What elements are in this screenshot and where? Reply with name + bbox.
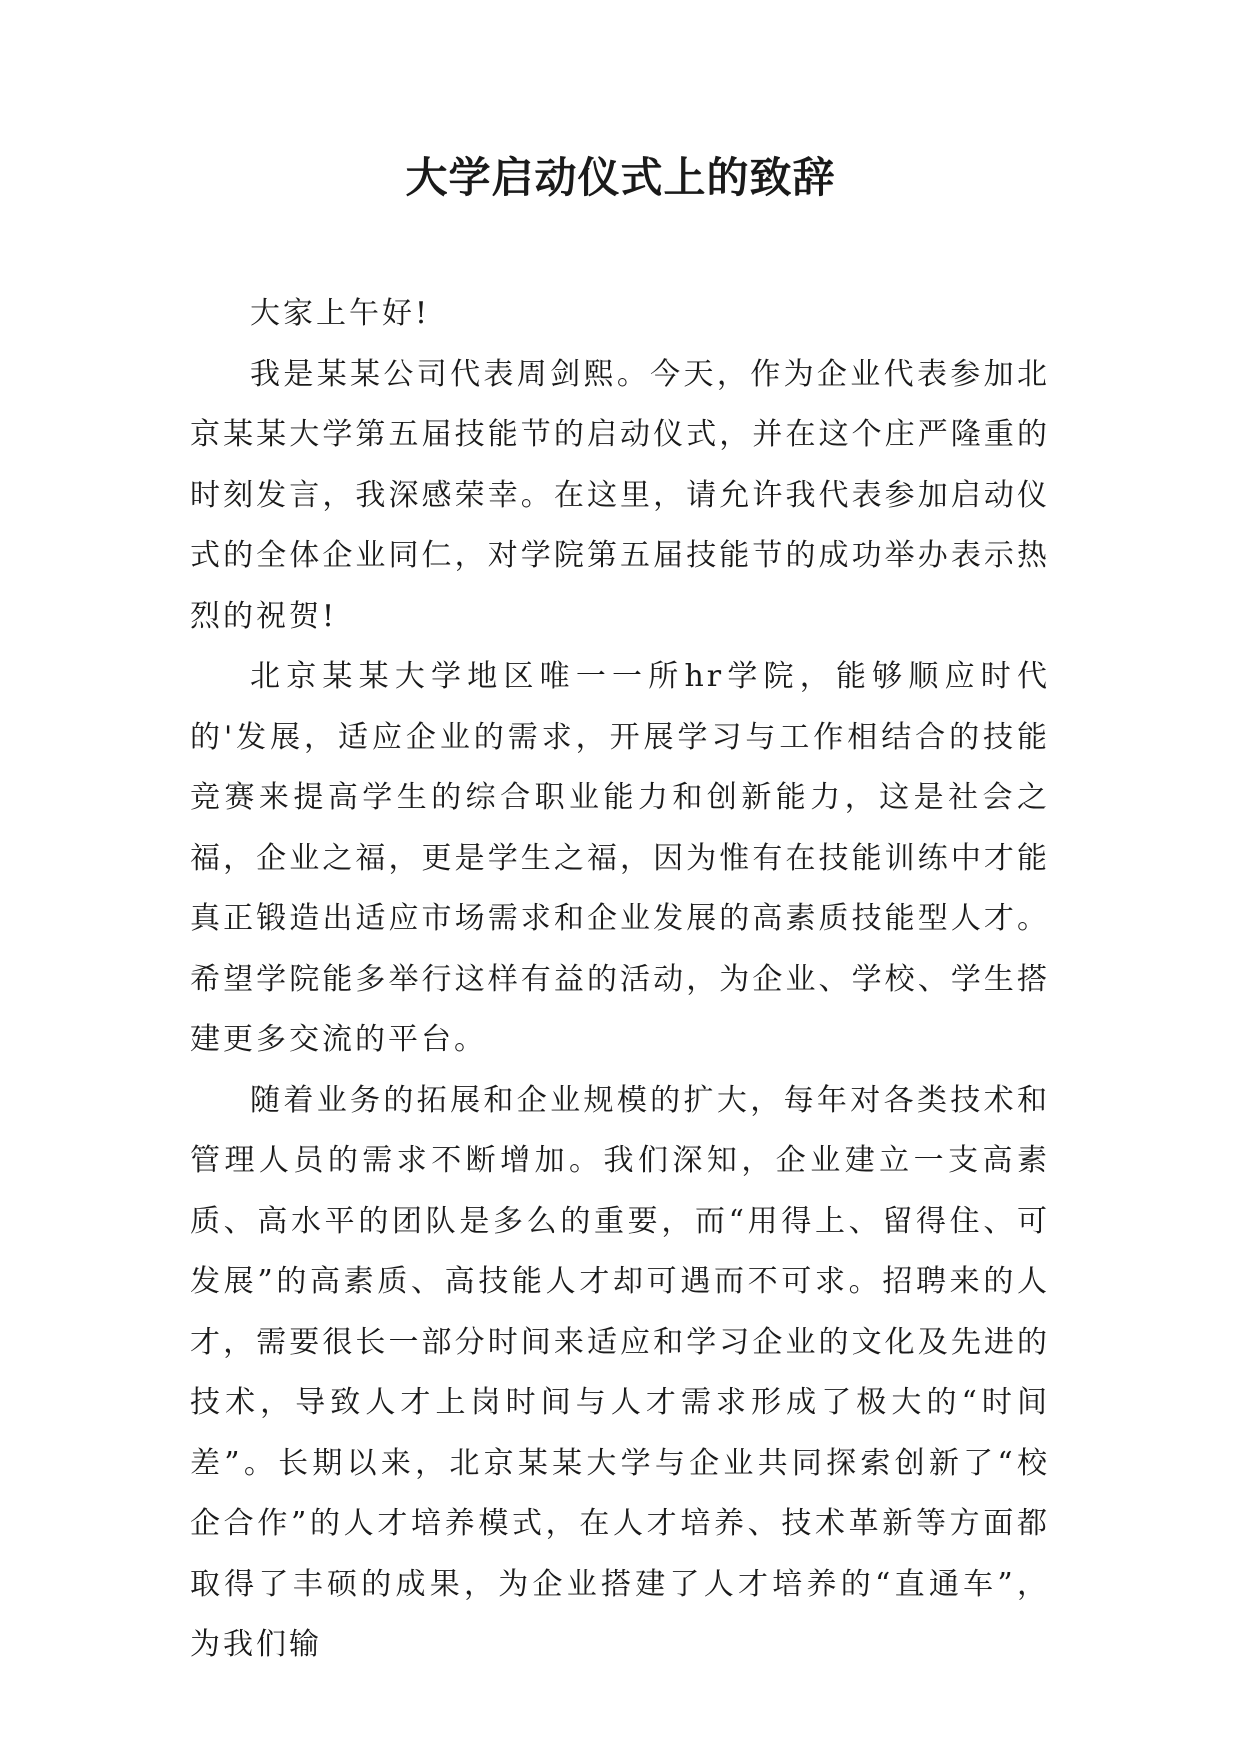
paragraph-talent-needs: 随着业务的拓展和企业规模的扩大，每年对各类技术和管理人员的需求不断增加。我们深知，企业建立一支高素质、高水平的团队是多么的重要，而“用得上、留得住、可发展”的高素质、高技能人才却可遇而不可求。招聘来的人才，需要很长一部分时间来适应和学习企业的文化及先进的技术，导致人才上岗时间与人才需求形成了极大的“时间差”。长期以来，北京某某大学与企业共同探索创新了“校企合作”的人才培养模式，在人才培养、技术革新等方面都取得了丰硕的成果，为企业搭建了人才培养的“直通车”，为我们输 <box>190 1082 1050 1662</box>
document-title: 大学启动仪式上的致辞 <box>405 153 836 202</box>
document-body <box>190 284 1050 1676</box>
paragraph-greeting: 大家上午好! <box>250 296 431 331</box>
paragraph-university-praise: 北京某某大学地区唯一一所hr学院，能够顺应时代的'发展，适应企业的需求，开展学习与工作相结合的技能竞赛来提高学生的综合职业能力和创新能力，这是社会之福，企业之福，更是学生之福，因为惟有在技能训练中才能真正锻造出适应市场需求和企业发展的高素质技能型人才。希望学院能多举行这样有益的活动，为企业、学校、学生搭建更多交流的平台。 <box>190 659 1050 1057</box>
paragraph-introduction: 我是某某公司代表周剑熙。今天，作为企业代表参加北京某某大学第五届技能节的启动仪式，并在这个庄严隆重的时刻发言，我深感荣幸。在这里，请允许我代表参加启动仪式的全体企业同仁，对学院第五届技能节的成功举办表示热烈的祝贺! <box>190 356 1050 634</box>
